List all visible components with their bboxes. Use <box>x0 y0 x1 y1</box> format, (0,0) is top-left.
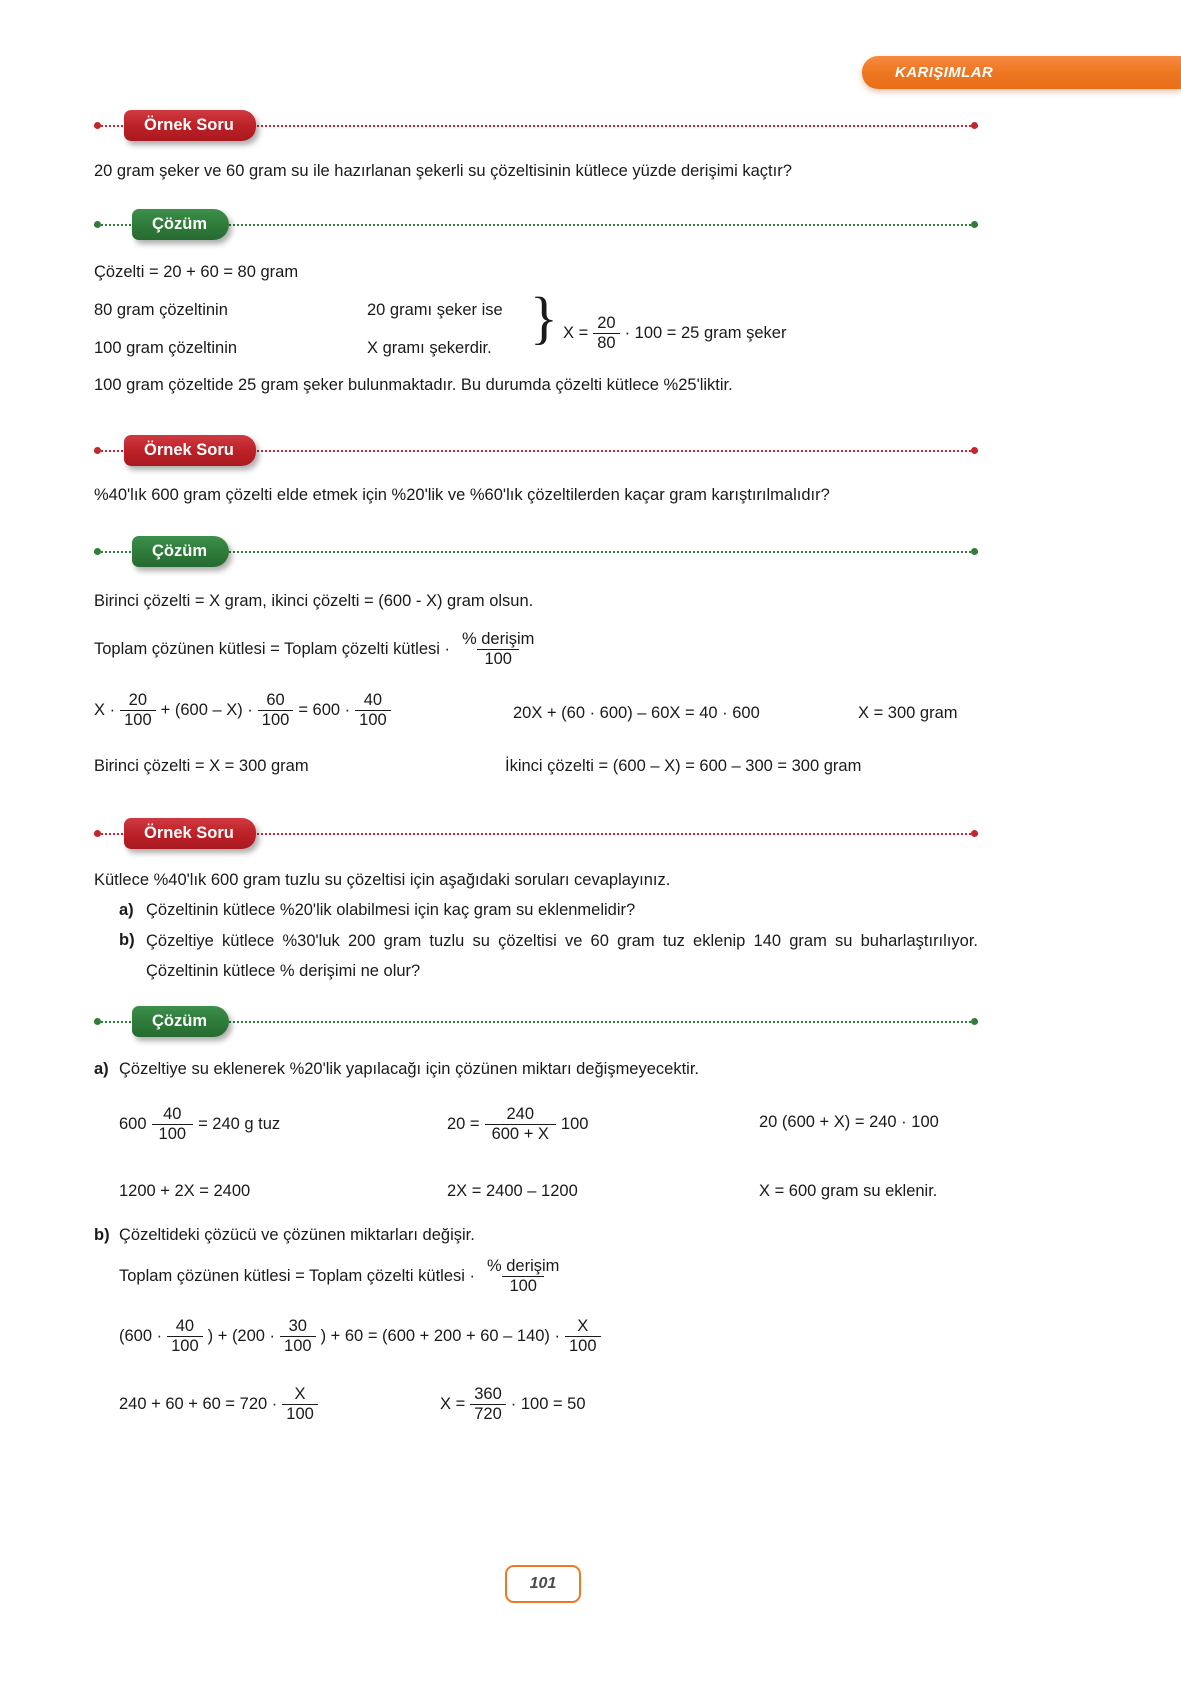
equation-a-step4: 1200 + 2X = 2400 <box>119 1182 251 1200</box>
equation-tail: · 100 = 25 gram şeker <box>624 324 787 343</box>
fraction-denominator: 100 <box>477 649 519 668</box>
question-item-b-marker <box>119 926 135 954</box>
solution-b-marker <box>94 1221 110 1249</box>
eq-part-a2: + (600 – X) · <box>160 701 253 720</box>
fraction-numerator: 40 <box>363 691 383 709</box>
bullet-dot-right-icon <box>971 830 978 837</box>
example-question-label-row-1 <box>94 110 978 142</box>
question-text-1: 20 gram şeker ve 60 gram su ile hazırlanan şekerli su çözeltisinin kütlece yüzde derişimi kaçtır? <box>94 162 792 180</box>
badge-cozum: Çözüm <box>132 1006 229 1037</box>
eq-lead: 600 <box>119 1115 147 1134</box>
fraction-numerator: 20 <box>597 314 616 332</box>
fraction-denominator: 100 <box>152 1124 194 1143</box>
marker-b: b) <box>119 931 135 949</box>
fraction-x-over-100 <box>282 1386 318 1424</box>
eq-tail: 100 <box>560 1115 589 1134</box>
eq-part-1: (600 · <box>119 1327 163 1346</box>
eq-part-a1: X · <box>94 701 116 720</box>
solution-line-1: Çözelti = 20 + 60 = 80 gram <box>94 263 299 281</box>
bullet-dot-right-icon <box>971 548 978 555</box>
solution-a-marker <box>94 1055 109 1083</box>
result-second-solution: İkinci çözelti = (600 – X) = 600 – 300 = 300 gram <box>505 757 862 775</box>
fraction-240-over-600-plus-x <box>485 1106 556 1144</box>
fraction-numerator: 60 <box>266 691 285 709</box>
question-intro-3: Kütlece %40'lık 600 gram tuzlu su çözeltisi için aşağıdaki soruları cevaplayınız. <box>94 871 671 889</box>
fraction-20-over-100 <box>120 692 156 730</box>
fraction-40-over-100 <box>152 1106 194 1144</box>
equation-b-final-answer <box>440 1386 586 1424</box>
marker-a: a) <box>94 1060 109 1078</box>
eq-part-a3: = 600 · <box>298 701 351 720</box>
marker-b: b) <box>94 1226 110 1244</box>
fraction-numerator: 40 <box>175 1317 195 1335</box>
solution-b-text: Çözeltideki çözücü ve çözünen miktarları değişir. <box>119 1226 475 1244</box>
result-first-solution: Birinci çözelti = X = 300 gram <box>94 757 309 775</box>
fraction-60-over-100 <box>258 692 294 730</box>
ratio-row1-mid: 20 gramı şeker ise <box>367 301 503 319</box>
fraction-numerator: X <box>577 1317 589 1335</box>
fraction-x-over-100 <box>565 1318 601 1356</box>
bullet-dot-right-icon <box>971 221 978 228</box>
equation-a-answer: X = 600 gram su eklenir. <box>759 1182 938 1200</box>
equation-result-x: X = 300 gram <box>858 704 958 722</box>
equation-b-mass-balance <box>119 1318 606 1356</box>
fraction-denominator: 100 <box>258 710 294 729</box>
marker-a: a) <box>119 901 134 919</box>
fraction-denominator: 80 <box>593 333 619 352</box>
solution-a-text: Çözeltiye su eklenerek %20'lik yapılacağı için çözünen miktarı değişmeyecektir. <box>119 1060 700 1078</box>
equation-expanded-2: 20X + (60 · 600) – 60X = 40 · 600 <box>513 704 760 722</box>
equation-a-step5: 2X = 2400 – 1200 <box>447 1182 578 1200</box>
fraction-denominator: 100 <box>565 1336 601 1355</box>
formula-lead-text: Toplam çözünen kütlesi = Toplam çözelti kütlesi · <box>119 1267 475 1286</box>
eq-lead: 240 + 60 + 60 = 720 · <box>119 1395 278 1414</box>
solution-line-2: Birinci çözelti = X gram, ikinci çözelti = (600 - X) gram olsun. <box>94 592 534 610</box>
badge-ornek-soru: Örnek Soru <box>124 435 256 466</box>
equation-a-salt-amount <box>119 1106 280 1144</box>
fraction-30-over-100 <box>280 1318 316 1356</box>
solution-label-row-3 <box>94 1006 978 1038</box>
fraction-numerator: X <box>294 1385 306 1403</box>
fraction-denominator: 100 <box>120 710 156 729</box>
question-text-2: %40'lık 600 gram çözelti elde etmek için %20'lik ve %60'lık çözeltilerden kaçar gram karıştırılmalıdır? <box>94 486 830 504</box>
question-item-a-text: Çözeltinin kütlece %20'lik olabilmesi için kaç gram su eklenmelidir? <box>146 901 636 919</box>
bullet-dot-right-icon <box>971 122 978 129</box>
formula-lead-text: Toplam çözünen kütlesi = Toplam çözelti kütlesi · <box>94 640 450 659</box>
fraction-denominator: 100 <box>355 710 391 729</box>
ratio-row2-left: 100 gram çözeltinin <box>94 339 238 357</box>
page-number-badge: 101 <box>505 1565 581 1603</box>
question-item-a-marker <box>119 896 134 924</box>
badge-ornek-soru: Örnek Soru <box>124 110 256 141</box>
eq-lead: X = <box>440 1395 466 1414</box>
solution-label-row-2 <box>94 536 978 568</box>
fraction-denominator: 100 <box>167 1336 203 1355</box>
concentration-formula-1 <box>94 631 546 669</box>
ratio-row1-left: 80 gram çözeltinin <box>94 301 228 319</box>
fraction-numerator: 40 <box>163 1105 182 1123</box>
chapter-title: KARIŞIMLAR <box>895 64 994 81</box>
fraction-denominator: 100 <box>282 1404 318 1423</box>
question-item-b-text: Çözeltiye kütlece %30'luk 200 gram tuzlu su çözeltisi ve 60 gram tuz eklenip 140 gram su buharlaştırılıyor. Çözeltinin kütlece % derişimi ne olur? <box>146 932 978 980</box>
eq-lead: 20 = <box>447 1115 480 1134</box>
curly-brace-icon: } <box>530 285 558 350</box>
solution-label-row-1 <box>94 209 978 241</box>
fraction-numerator: 30 <box>288 1317 307 1335</box>
concentration-formula-2 <box>119 1258 571 1296</box>
fraction-denominator: 600 + X <box>485 1124 556 1143</box>
badge-ornek-soru: Örnek Soru <box>124 818 256 849</box>
fraction-numerator: 360 <box>474 1385 502 1403</box>
bullet-dot-right-icon <box>971 1018 978 1025</box>
fraction-numerator: % derişim <box>462 630 535 648</box>
bullet-dot-right-icon <box>971 447 978 454</box>
fraction-percent-over-100 <box>455 631 541 669</box>
example-question-label-row-2 <box>94 435 978 467</box>
fraction-20-over-80 <box>593 315 619 353</box>
equation-a-concentration <box>447 1106 588 1144</box>
fraction-40-over-100 <box>355 692 391 730</box>
fraction-360-over-720 <box>470 1386 506 1424</box>
eq-tail: = 240 g tuz <box>198 1115 281 1134</box>
example-question-label-row-3 <box>94 818 978 850</box>
equation-a-cross-multiply: 20 (600 + X) = 240 · 100 <box>759 1113 939 1131</box>
eq-part-2: ) + (200 · <box>207 1327 276 1346</box>
fraction-denominator: 720 <box>470 1404 506 1423</box>
fraction-denominator: 100 <box>502 1276 544 1295</box>
fraction-numerator: 240 <box>506 1105 535 1123</box>
eq-tail: · 100 = 50 <box>510 1395 586 1414</box>
fraction-percent-over-100 <box>480 1258 566 1296</box>
equation-b-sum <box>119 1386 323 1424</box>
fraction-40-over-100 <box>167 1318 203 1356</box>
equation-section1 <box>563 315 786 353</box>
equation-mixture-balance <box>94 692 396 730</box>
equation-lhs: X = <box>563 324 589 343</box>
eq-part-3: ) + 60 = (600 + 200 + 60 – 140) · <box>320 1327 560 1346</box>
badge-cozum: Çözüm <box>132 536 229 567</box>
fraction-numerator: % derişim <box>487 1257 560 1275</box>
chapter-header-banner <box>862 56 1181 89</box>
fraction-numerator: 20 <box>128 691 148 709</box>
fraction-denominator: 100 <box>280 1336 316 1355</box>
conclusion-text-1: 100 gram çözeltide 25 gram şeker bulunmaktadır. Bu durumda çözelti kütlece %25'liktir. <box>94 376 733 394</box>
badge-cozum: Çözüm <box>132 209 229 240</box>
ratio-row2-mid: X gramı şekerdir. <box>367 339 492 357</box>
